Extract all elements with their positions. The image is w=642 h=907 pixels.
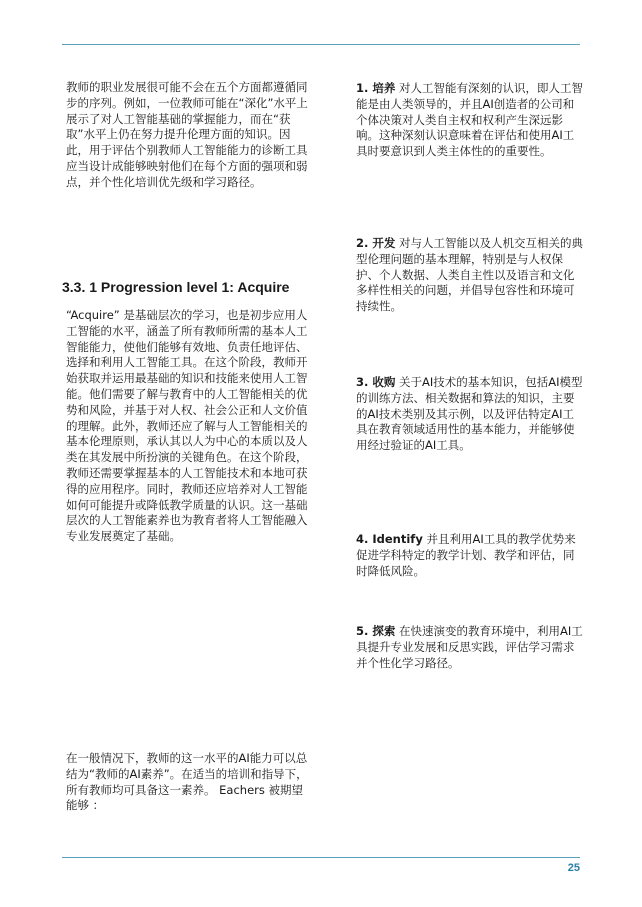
competency-text: 对人工智能有深刻的认识，即人工智能是由人类领导的，并且AI创造者的公司和个体决策对人类自主权和权利产生深远影响。这种深刻认识意味着在评估和使用AI工具时要意识到人类主体性的的重要性。 [356,81,584,159]
competency-term: 2. 开发 [356,236,396,250]
intro-paragraph: 教师的职业发展很可能不会在五个方面都遵循同步的序列。例如，一位教师可能在“深化”水平上展示了对人工智能基础的掌握能力，而在“获取”水平上仍在努力提升伦理方面的知识。因此，用于评估个别教师人工智能能力的诊断工具应当设计成能够映射他们在每个方面的强项和弱点，并个性化培训优先级和学习路径。 [66,80,308,189]
competency-item-2 [356,236,584,315]
competency-item-5 [356,624,584,671]
competency-item-4 [356,532,584,579]
competency-text: 在快速演变的教育环境中，利用AI工具提升专业发展和反思实践，评估学习需求并个性化学习路径。 [356,624,583,670]
acquire-paragraph: “Acquire” 是基础层次的学习，也是初步应用人工智能的水平，涵盖了所有教师所需的基本人工智能能力，使他们能够有效地、负责任地评估、选择和利用人工智能工具。在这个阶段，教师开始获取并运用最基础的知识和技能来使用人工智能。他们需要了解与教育中的人工智能相关的优势和风险，并基于对人权、社会公正和人文价值的理解。此外，教师还应了解与人工智能相关的基本伦理原则，承认其以人为中心的本质以及人类在其发展中所扮演的关键角色。在这个阶段，教师还需要掌握基本的人工智能技术和本地可获得的应用程序。同时，教师还应培养对人工智能如何可能提升或降低教学质量的认识。这一基础层次的人工智能素养也为教育者将人工智能融入专业发展奠定了基础。 [66,308,308,544]
bottom-rule [62,857,580,858]
competency-term: 4. Identify [356,532,423,546]
competency-item-3 [356,375,584,454]
competency-text: 并且利用AI工具的教学优势来促进学科特定的教学计划、教学和评估，同时降低风险。 [356,532,576,578]
section-heading: 3.3. 1 Progression level 1: Acquire [62,279,290,295]
competency-text: 关于AI技术的基本知识，包括AI模型的训练方法、相关数据和算法的知识，主要的AI技术类别及其示例，以及评估特定AI工具在教育领域适用性的基本能力，并能够使用经过验证的AI工具。 [356,375,583,453]
top-rule [62,44,580,45]
competency-item-1 [356,81,584,160]
competency-term: 1. 培养 [356,81,396,95]
page-number: 25 [567,862,580,874]
competency-term: 3. 收购 [356,375,396,389]
competency-term: 5. 探索 [356,624,396,638]
competency-text: 对与人工智能以及人机交互相关的典型伦理问题的基本理解，特别是与人权保护、个人数据、人类自主性以及语言和文化多样性相关的问题，并倡导包容性和环境可持续性。 [356,236,584,314]
summary-paragraph: 在一般情况下，教师的这一水平的AI能力可以总结为“教师的AI素养”。在适当的培训和指导下，所有教师均可具备这一素养。 Eachers 被期望能够 ： [66,751,308,813]
